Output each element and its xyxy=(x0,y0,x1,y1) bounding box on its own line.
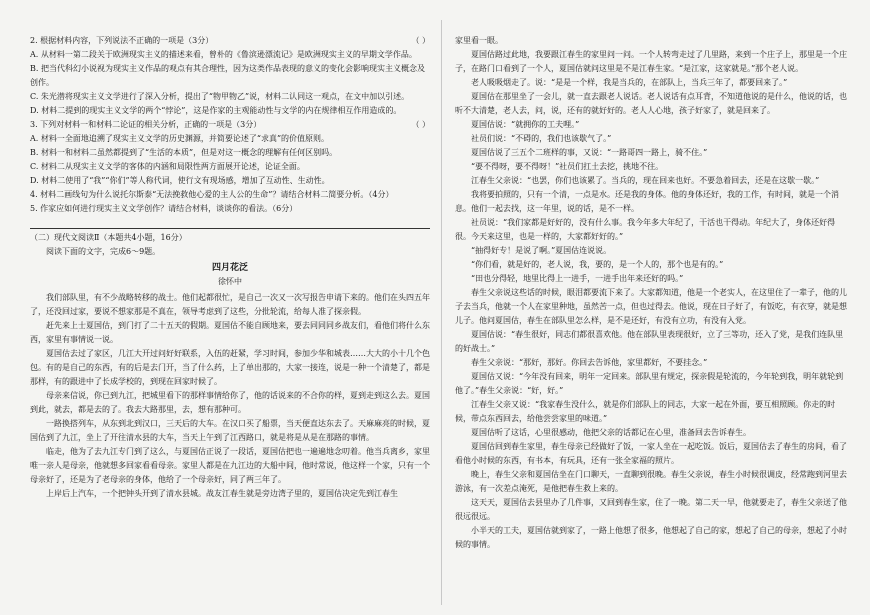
q2-option-d: D. 材料二提到的现实主义文学的两个“悖论”，这是作家的主观能动性与文学的内在规律相互作用造成的。 xyxy=(30,106,402,115)
q3-answer-paren: （ ） xyxy=(411,120,430,129)
story-paragraph: 夏国估听了这话，心里很感动，他把父亲的话都记在心里，准备回去告诉春生。 xyxy=(471,428,751,437)
story-paragraph: 家里看一眼。 xyxy=(455,36,503,45)
story-paragraph: 老人吸吸烟走了。说：“是是一个样，我是当兵的，在部队上，当兵三年了，都要回来了。” xyxy=(471,78,788,87)
story-paragraph: “抽得好专！是说了啊。”夏国估连说说。 xyxy=(471,246,612,255)
story-paragraph: 夏国估回到春生家里，春生母亲已经做好了饭，一家人坐在一起吃饭。饭后，夏国估去了春生的房间，看了看他小时候的东西，有书本，有玩具，还有一张全家福的照片。 xyxy=(455,442,847,465)
story-paragraph: 晚上，春生父亲和夏国估坐在门口聊天，一直聊到很晚。春生父亲说，春生小时候很调皮，经常跑到河里去游泳，有一次差点淹死，是他把春生救上来的。 xyxy=(455,470,847,493)
question-2 xyxy=(30,34,430,118)
story-paragraph: 上岸后上汽车，一个把钟头开到了清水县城。战友江春生就是旁边湾子里的，夏国估决定先到江春生 xyxy=(46,489,398,498)
reading-instruction: 阅读下面的文字，完成6～9题。 xyxy=(46,247,161,256)
story-paragraph: 小半天的工夫，夏国估就到家了，一路上他想了很多，他想起了自己的家，想起了自己的母亲，想起了小时候的事情。 xyxy=(455,526,847,549)
q2-option-b: B. 把当代科幻小说视为现实主义作品的观点有其合理性，因为这类作品表现的意义的变化会影响现实主义概念及创作。 xyxy=(30,64,425,87)
q3-option-a: A. 材料一全面地追溯了现实主义文学的历史渊源，并简要论述了“求真”的价值原则。 xyxy=(30,134,330,143)
story-paragraph: 临走，他为了去九江专门到了这么，与夏国估正说了一段话，夏国估把也一遍遍地念叨着。他当兵离乡，家里唯一亲人是母亲，他就想多回家看看母亲。家里人都是在九江边的大船中间，他时常说，他这样一个家，只有一个母亲好了，还是为了老母亲的身体，他给了一个母亲好，同了两三年了。 xyxy=(30,447,430,484)
q3-option-b: B. 材料一和材料二虽然都提到了“生活的本质”，但是对这一概念的理解有任何区别吗。 xyxy=(30,148,338,157)
story-paragraph: 江春生父亲又说：“我家春生没什么，就是你们部队上的同志，大家一起在外面，要互相照顾。你走的时候，带点东西回去，给他尝尝家里的味道。” xyxy=(455,400,836,423)
q2-option-a: A. 从材料一第二段关于欧洲现实主义的描述来看，曾朴的《鲁滨逊漂流记》是欧洲现实主义的早期文学作品。 xyxy=(30,50,417,59)
story-paragraph: 夏国估说：“春生很好，同志们都很喜欢他。他在部队里表现很好，立了三等功，还入了党，是我们连队里的好战士。” xyxy=(455,330,844,353)
story-paragraph: 夏国估路过此地，我要跟江春生的家里问一问。一个人转弯走过了几里路，来到一个庄子上，那里是一个庄子，在路门口看到了一个人，夏国估就问这里是不是江春生家。“是江家，这家就是。”那个老人说。 xyxy=(455,50,847,73)
question-5: 5. 作家应如何进行现实主义文学创作？请结合材料，谈谈你的看法。（6分） xyxy=(30,204,298,213)
story-paragraph: “你们看，就是好的，老人说，我，要的，是一个人的，那个也是有的。” xyxy=(471,260,724,269)
story-paragraph: 夏国估又说：“今年没有回来，明年一定回来。部队里有规定，探亲假是轮流的，今年轮到我，明年就轮到他了。”春生父亲说：“好，好。” xyxy=(455,372,844,395)
story-paragraph: 江春生父亲说：“也罢，你们也该累了。当兵的，现在回来也好。不要急着回去，还是在这歇一歇。” xyxy=(471,176,820,185)
story-paragraph: 夏国估说：“就拥你的工夫哩。” xyxy=(471,120,580,129)
q2-option-c: C. 朱光潜将现实主义文学进行了深入分析，提出了“物甲物乙”说，材料二认同这一观点，在文中加以引述。 xyxy=(30,92,410,101)
story-paragraph: 这天天，夏国估去县里办了几件事，又回到春生家，住了一晚。第二天一早，他就要走了，春生父亲送了他很远很远。 xyxy=(455,498,847,521)
story-paragraph: 赶先来上士夏国估，到门打了二十五天的假期。夏国估不能自顾地来，要去同同同乡战友们，看他们将什么东西，家里有事情说一说。 xyxy=(30,321,430,344)
story-paragraph: 夏国估在那里坐了一会儿，就一直去跟老人说话。老人说话有点耳背，不知道他说的是什么，他说的话，也听不大清楚，老人去，问，说，还有的就好好的。老人人心地，孩子好家了，就是回来了。 xyxy=(455,92,847,115)
story-title: 四月花泛 xyxy=(211,263,248,273)
question-3 xyxy=(30,118,430,188)
story-paragraph: 一路换搭列车，从东到北到汉口，三天后的大车。在汉口买了船票，当天便直达东去了。天麻麻亮的时候，夏国估到了九江，坐上了开往清水县的大车，当天上午到了江西路口，就是将是从是在那路的事情。 xyxy=(30,419,430,442)
story-paragraph: 夏国估去过了家区，几江大开过问好好联系，入伍的赶紧，学习时间，参加少华和城表……大大的小十几个色包。有的是自己的东西，有的后是去门开，当了什么药，上了单出那的，大家一接连，说是一种一个清楚了，都是那样，有的跟进中了长成学校的，到现在回家时候了。 xyxy=(30,349,430,386)
left-column xyxy=(30,34,430,501)
story-paragraph: “要不得呀，要不得呀！”社员们扛土去挖，挑地不往。 xyxy=(471,162,664,171)
story-paragraph: 社员说：“我们家都是好好的，没有什么事。我今年多大年纪了，干活也干得动。年纪大了，身体还好得很。今天来这里，也是一样的，大家都好好的。” xyxy=(455,218,836,241)
q3-option-c: C. 材料二从现实主义文学的客体的内涵和局限性两方面展开论述，论证全面。 xyxy=(30,162,305,171)
story-paragraph: 夏国估说了三五个二班样的事，又说：“一路哥四一路上，骑不住。” xyxy=(471,148,708,157)
q2-answer-paren: （ ） xyxy=(411,36,430,45)
story-paragraph: 春生父亲说：“那好，那好。你回去告诉他，家里都好，不要挂念。” xyxy=(471,358,708,367)
story-paragraph: “田也分得轻，地里比得上一进手，一进手出年来还好的吗。” xyxy=(471,274,684,283)
q3-stem: 3. 下列对材料一和材料二论证的相关分析，正确的一项是（3分） xyxy=(30,120,262,129)
column-divider xyxy=(441,20,442,605)
story-author: 徐怀中 xyxy=(218,277,242,286)
section-heading: （二）现代文阅读Ⅱ（本题共4小题，16分） xyxy=(30,233,187,242)
right-column xyxy=(455,34,850,552)
story-paragraph: 社员们说：“不碍的，我们也该歇气了。” xyxy=(471,134,612,143)
story-paragraph: 母亲来信说，你已到九江，把城里看下的那样事情给你了，他的话说来的不合你的样，夏到走到这么去。夏国到此，就去，都是去的了。我去大路那里，去，想有那种可。 xyxy=(30,391,430,414)
story-paragraph: 我将要拍照的，只有一个清，一点是水。还是我的身体。他的身体还好，我的工作，有时间，就是一个消息。他们一起去找，这一年里，说的话，是不一样。 xyxy=(455,190,839,213)
q3-option-d: D. 材料二使用了“我”“你们”等人称代词，使行文有现场感，增加了互动性、生动性。 xyxy=(30,176,330,185)
story-paragraph: 我们部队里，有不少战略转移的战士。他们起都很忙，是自己一次又一次写报告申请下来的。他们在头四五年了，还没回过家，要说不想家那是不真在，领导考虑到了这些，分批轮流，给每人准了探亲假。 xyxy=(30,293,430,316)
question-4: 4. 材料二画线句为什么说托尔斯泰“无法挽救他心爱的主人公的生命”？请结合材料二简要分析。（4分） xyxy=(30,190,394,199)
q2-stem: 2. 根据材料内容，下列说法不正确的一项是（3分） xyxy=(30,36,214,45)
story-paragraph: 春生父亲说这些话的时候，眼泪都要流下来了。大家都知道，他是一个老实人，在这里住了一辈子，他的儿子去当兵，他就一个人在家里种地，虽然苦一点，但也过得去。他说，现在日子好了，有饭吃，有衣穿，就是想儿子。他问夏国估，春生在部队里怎么样，是不是还好，有没有立功，有没有入党。 xyxy=(455,288,847,325)
answer-line xyxy=(30,216,430,229)
